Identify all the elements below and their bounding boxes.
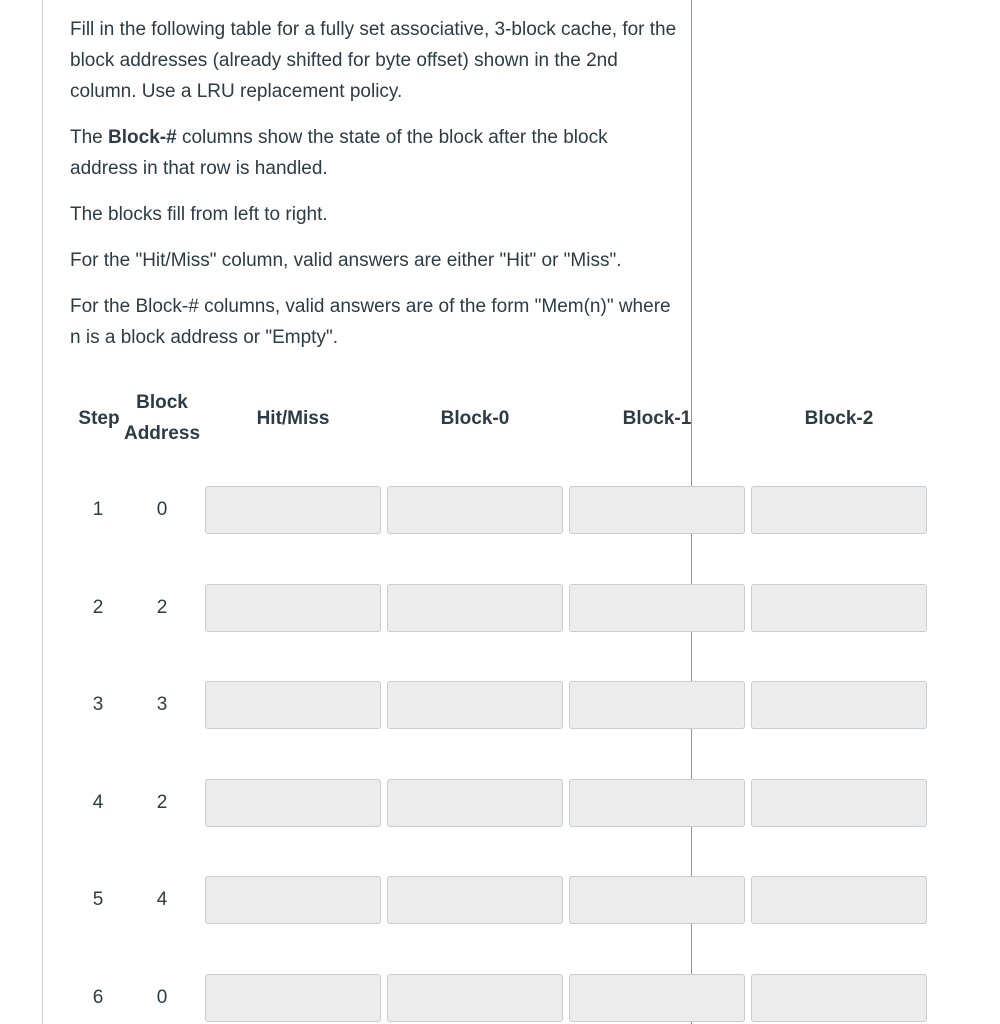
block-2-input[interactable] — [751, 779, 927, 827]
block-address-cell: 4 — [156, 889, 168, 910]
hit-miss-input[interactable] — [205, 681, 381, 729]
block-address-cell: 0 — [156, 499, 168, 520]
hit-miss-input[interactable] — [205, 876, 381, 924]
header-step: Step — [78, 408, 120, 429]
header-block-0: Block-0 — [440, 408, 510, 429]
block-2-input[interactable] — [751, 974, 927, 1022]
hit-miss-input[interactable] — [205, 779, 381, 827]
block-address-cell: 2 — [156, 792, 168, 813]
question-fill-order: The blocks fill from left to right. — [70, 204, 328, 225]
block-1-input[interactable] — [569, 486, 745, 534]
block-address-cell: 0 — [156, 987, 168, 1008]
hit-miss-input[interactable] — [205, 486, 381, 534]
block-0-input[interactable] — [387, 681, 563, 729]
block-1-input[interactable] — [569, 974, 745, 1022]
header-block-2: Block-2 — [804, 408, 874, 429]
header-block-1: Block-1 — [622, 408, 692, 429]
header-hit-miss: Hit/Miss — [256, 408, 330, 429]
step-cell: 1 — [92, 499, 104, 520]
step-cell: 4 — [92, 792, 104, 813]
block-0-input[interactable] — [387, 779, 563, 827]
block-1-input[interactable] — [569, 876, 745, 924]
step-cell: 5 — [92, 889, 104, 910]
header-block-address: Block Address — [123, 392, 201, 444]
block-0-input[interactable] — [387, 486, 563, 534]
block-address-cell: 2 — [156, 597, 168, 618]
question-block-state: The Block-# columns show the state of the block after the block address in that row is handled. — [70, 127, 608, 179]
block-address-cell: 3 — [156, 694, 168, 715]
block-2-input[interactable] — [751, 876, 927, 924]
step-cell: 3 — [92, 694, 104, 715]
question-hitmiss-rule: For the "Hit/Miss" column, valid answers are either "Hit" or "Miss". — [70, 250, 622, 271]
block-1-input[interactable] — [569, 681, 745, 729]
block-2-input[interactable] — [751, 486, 927, 534]
block-1-input[interactable] — [569, 584, 745, 632]
block-1-input[interactable] — [569, 779, 745, 827]
block-2-input[interactable] — [751, 681, 927, 729]
left-divider — [42, 0, 43, 1024]
hit-miss-input[interactable] — [205, 974, 381, 1022]
hit-miss-input[interactable] — [205, 584, 381, 632]
step-cell: 6 — [92, 987, 104, 1008]
block-0-input[interactable] — [387, 876, 563, 924]
question-block-rule: For the Block-# columns, valid answers are of the form "Mem(n)" where n is a block address or "Empty". — [70, 296, 671, 348]
block-0-input[interactable] — [387, 974, 563, 1022]
question-intro: Fill in the following table for a fully set associative, 3-block cache, for the block addresses (already shifted for byte offset) shown in the 2nd column. Use a LRU replacement policy. — [70, 19, 677, 102]
step-cell: 2 — [92, 597, 104, 618]
block-2-input[interactable] — [751, 584, 927, 632]
question-text — [70, 14, 680, 368]
block-0-input[interactable] — [387, 584, 563, 632]
